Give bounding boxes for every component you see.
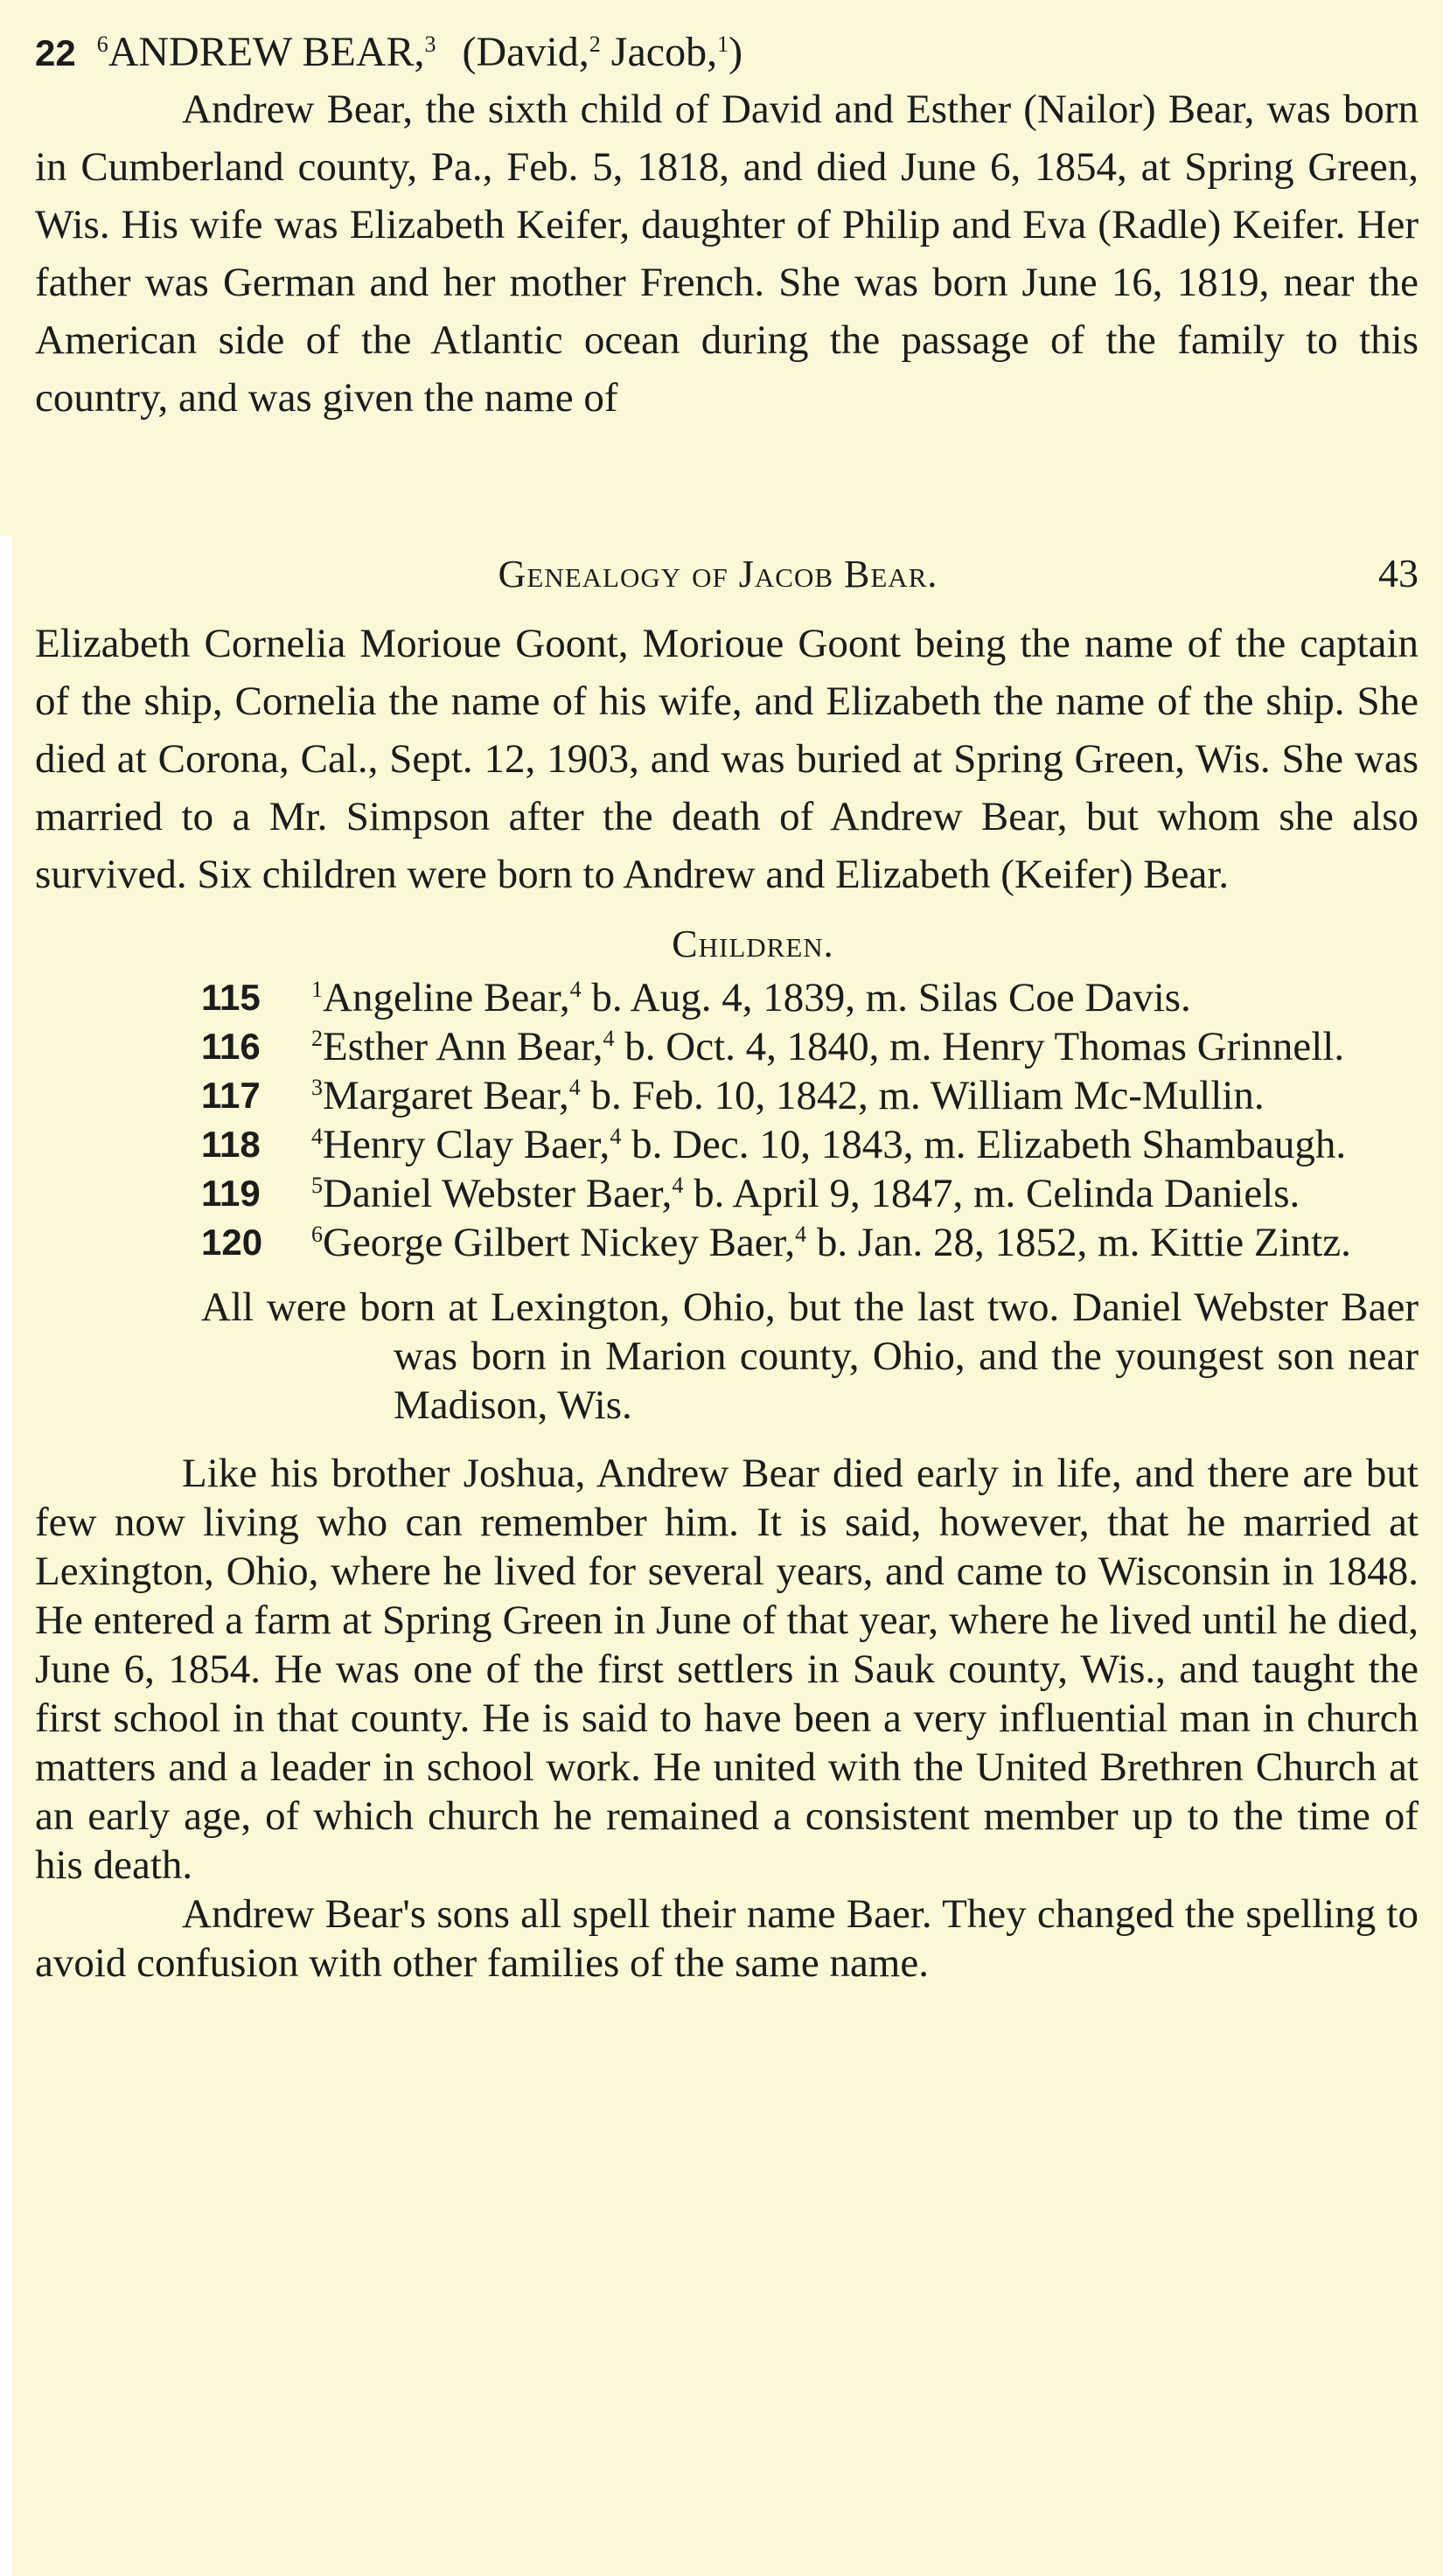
entry-generation-sup: 6 <box>96 31 108 57</box>
lineage-sup-2: 1 <box>717 31 729 57</box>
child-order-sup: 2 <box>311 1026 323 1051</box>
child-gen-sup: 4 <box>603 1026 615 1051</box>
child-gen-sup: 4 <box>569 977 582 1002</box>
child-number: 117 <box>201 1075 261 1116</box>
child-entry <box>201 1218 1419 1267</box>
children-note-text: All were born at Lexington, Ohio, but the last two. Daniel Webster Baer was born in Marion county, Ohio, and the youngest son near Madison, Wis. <box>201 1285 1419 1428</box>
child-name: Margaret Bear, <box>323 1073 569 1118</box>
child-order-sup: 6 <box>311 1222 323 1247</box>
child-gen-sup: 4 <box>610 1124 622 1149</box>
child-text <box>311 1169 1419 1218</box>
child-details: b. Dec. 10, 1843, m. Elizabeth Shambaugh. <box>621 1122 1347 1167</box>
child-entry <box>201 1022 1419 1071</box>
child-number: 115 <box>201 977 261 1018</box>
page-header <box>35 536 1419 615</box>
lineage-sup-1: 2 <box>589 31 601 57</box>
page-43 <box>12 536 1443 2576</box>
child-entry <box>201 1169 1419 1218</box>
child-number: 118 <box>201 1124 261 1165</box>
lineage-open: (David, <box>462 29 589 75</box>
child-text <box>311 1120 1419 1169</box>
biography-paragraph-spelling: Andrew Bear's sons all spell their name Baer. They changed the spelling to avoid confusion with other families of the same name. <box>35 1891 1419 1986</box>
child-name: Esther Ann Bear, <box>323 1024 603 1069</box>
child-order-sup: 4 <box>311 1124 323 1149</box>
child-text <box>311 1071 1419 1120</box>
children-note <box>201 1283 1419 1430</box>
child-entry <box>201 973 1419 1022</box>
page-number: 43 <box>1378 551 1419 595</box>
biography-paragraph-continued: Elizabeth Cornelia Morioue Goont, Morioue Goont being the name of the captain of the ship, Cornelia the name of his wife, and Elizabeth the name of the ship. She died at Corona, Cal., Sept. 12, 1903, and was buried at Spring Green, Wis. She was married to a Mr. Simpson after the death of Andrew Bear, but whom she also survived. Six children were born to Andrew and Elizabeth (Keifer) Bear. <box>35 621 1419 897</box>
biography-paragraph-intro: Andrew Bear, the sixth child of David and Esther (Nailor) Bear, was born in Cumberland county, Pa., Feb. 5, 1818, and died June 6, 1854, at Spring Green, Wis. His wife was Elizabeth Keifer, daughter of Philip and Eva (Radle) Keifer. Her father was German and her mother French. She was born June 16, 1819, near the American side of the Atlantic ocean during the passage of the family to this country, and was given the name of <box>35 87 1419 421</box>
child-entry <box>201 1120 1419 1169</box>
child-entry <box>201 1071 1419 1120</box>
entry-heading <box>35 24 1419 80</box>
child-details: b. Oct. 4, 1840, m. Henry Thomas Grinnell. <box>614 1024 1345 1069</box>
child-name: Daniel Webster Baer, <box>323 1171 673 1216</box>
child-text <box>311 1218 1419 1267</box>
child-order-sup: 3 <box>311 1075 323 1100</box>
child-text <box>311 1022 1419 1071</box>
child-order-sup: 1 <box>311 977 323 1002</box>
child-number: 119 <box>201 1173 261 1214</box>
child-gen-sup: 4 <box>795 1222 807 1247</box>
child-order-sup: 5 <box>311 1173 323 1198</box>
child-gen-sup: 4 <box>672 1173 684 1198</box>
child-text <box>311 973 1419 1022</box>
running-head: Genealogy of Jacob Bear. <box>498 553 938 595</box>
entry-number: 22 <box>35 32 76 73</box>
children-list <box>35 973 1419 1267</box>
entry-name-sup: 3 <box>424 31 436 57</box>
child-name: Henry Clay Baer, <box>323 1122 610 1167</box>
biography-paragraph-later-life: Like his brother Joshua, Andrew Bear died early in life, and there are but few now living who can remember him. It is said, however, that he married at Lexington, Ohio, where he lived for several years, and came to Wisconsin in 1848. He entered a farm at Spring Green in June of that year, where he lived until he died, June 6, 1854. He was one of the first settlers in Sauk county, Wis., and taught the first school in that county. He is said to have been a very influential man in church matters and a leader in school work. He united with the United Brethren Church at an early age, of which church he remained a consistent member up to the time of his death. <box>35 1451 1419 1888</box>
previous-page-fragment <box>0 0 1443 536</box>
lineage-close: ) <box>728 29 743 75</box>
child-details: b. Aug. 4, 1839, m. Silas Coe Davis. <box>581 975 1191 1020</box>
child-number: 120 <box>201 1222 263 1263</box>
child-name: George Gilbert Nickey Baer, <box>323 1220 796 1265</box>
child-gen-sup: 4 <box>568 1075 581 1100</box>
children-heading: Children. <box>672 922 834 965</box>
entry-name: ANDREW BEAR, <box>108 29 425 75</box>
child-name: Angeline Bear, <box>323 975 570 1020</box>
lineage-mid: Jacob, <box>600 29 718 75</box>
child-details: b. Jan. 28, 1852, m. Kittie Zintz. <box>806 1220 1351 1265</box>
child-details: b. April 9, 1847, m. Celinda Daniels. <box>683 1171 1300 1216</box>
child-details: b. Feb. 10, 1842, m. William Mc-Mullin. <box>580 1073 1265 1118</box>
child-number: 116 <box>201 1026 261 1067</box>
